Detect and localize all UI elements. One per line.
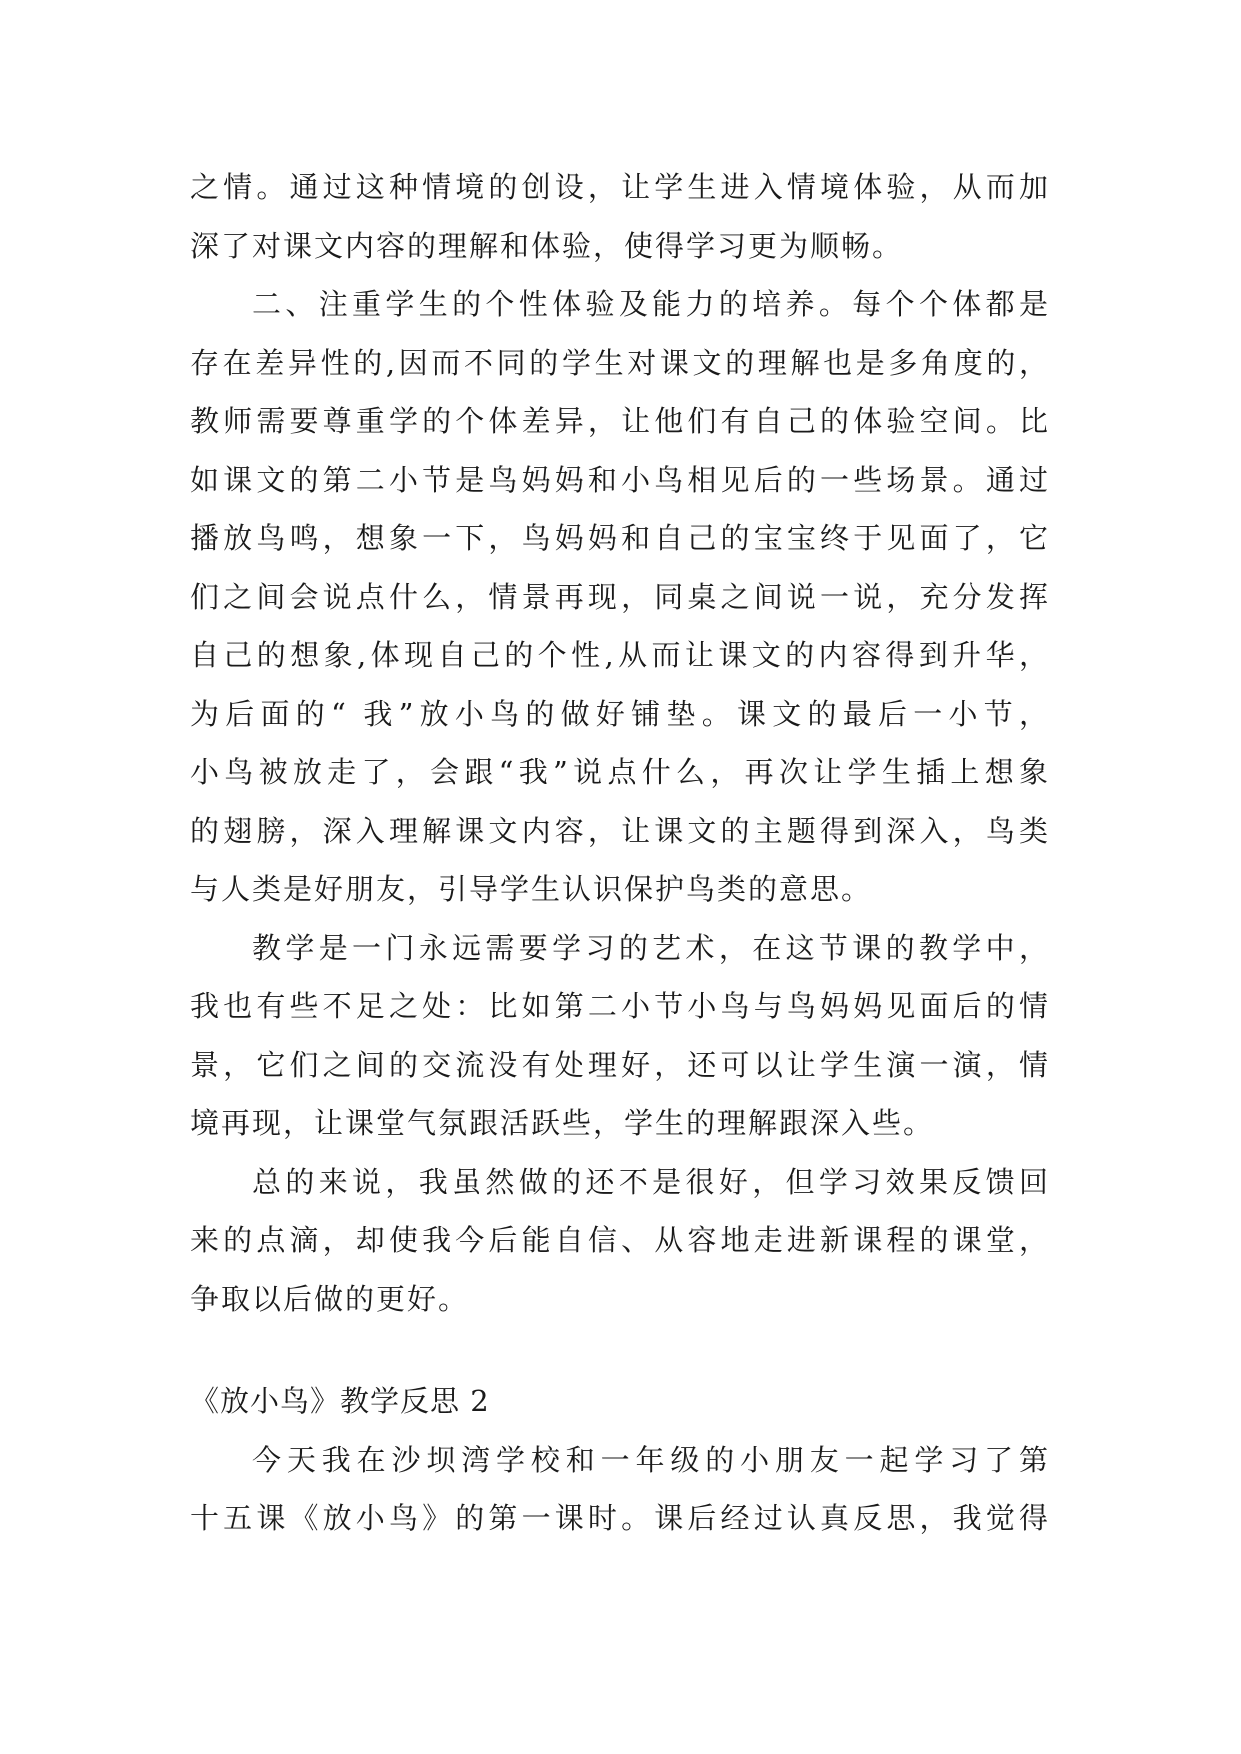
paragraph-4-line-1: 总的来说，我虽然做的还不是很好，但学习效果反馈回	[252, 1164, 1050, 1199]
section-gap	[190, 1328, 1050, 1372]
section-paragraph-line-1: 今天我在沙坝湾学校和一年级的小朋友一起学习了第	[252, 1442, 1050, 1477]
paragraph-2-line-1: 二、注重学生的个性体验及能力的培养。每个个体都是	[252, 287, 1050, 321]
paragraph-2-line-3: 教师需要尊重学的个体差异，让他们有自己的体验空间。比	[190, 404, 1050, 438]
paragraph-2-line-9: 小鸟被放走了，会跟“我”说点什么，再次让学生插上想象	[190, 755, 1050, 789]
paragraph-3-line-2: 我也有些不足之处：比如第二小节小鸟与鸟妈妈见面后的情	[190, 989, 1050, 1023]
paragraph-2-line-2: 存在差异性的,因而不同的学生对课文的理解也是多角度的，	[190, 345, 1050, 380]
paragraph-2-line-6: 们之间会说点什么，情景再现，同桌之间说一说，充分发挥	[190, 579, 1050, 614]
paragraph-4-line-3: 争取以后做的更好。	[190, 1281, 470, 1316]
paragraph-2-line-11: 与人类是好朋友，引导学生认识保护鸟类的意思。	[190, 872, 873, 906]
paragraph-2-line-8: 为后面的“ 我”放小鸟的做好铺垫。课文的最后一小节，	[190, 696, 1050, 731]
paragraph-3-line-1: 教学是一门永远需要学习的艺术，在这节课的教学中，	[252, 930, 1050, 965]
paragraph-2-line-7: 自己的想象,体现自己的个性,从而让课文的内容得到升华，	[190, 638, 1050, 672]
paragraph-2-line-5: 播放鸟鸣，想象一下，鸟妈妈和自己的宝宝终于见面了，它	[190, 521, 1050, 555]
paragraph-3-line-3: 景，它们之间的交流没有处理好，还可以让学生演一演，情	[190, 1047, 1050, 1082]
paragraph-1-line-2: 深了对课文内容的理解和体验，使得学习更为顺畅。	[190, 228, 904, 263]
document-body	[190, 158, 1050, 1548]
paragraph-2-line-4: 如课文的第二小节是鸟妈妈和小鸟相见后的一些场景。通过	[190, 462, 1050, 497]
paragraph-3-line-4: 境再现，让课堂气氛跟活跃些，学生的理解跟深入些。	[190, 1106, 935, 1140]
paragraph-2-line-10: 的翅膀，深入理解课文内容，让课文的主题得到深入，鸟类	[190, 813, 1050, 848]
paragraph-1-line-1: 之情。通过这种情境的创设，让学生进入情境体验，从而加	[190, 170, 1050, 204]
section-heading: 《放小鸟》教学反思 2	[190, 1384, 490, 1418]
paragraph-4-line-2: 来的点滴，却使我今后能自信、从容地走进新课程的课堂，	[190, 1223, 1050, 1257]
section-paragraph-line-2: 十五课《放小鸟》的第一课时。课后经过认真反思，我觉得	[190, 1501, 1050, 1535]
